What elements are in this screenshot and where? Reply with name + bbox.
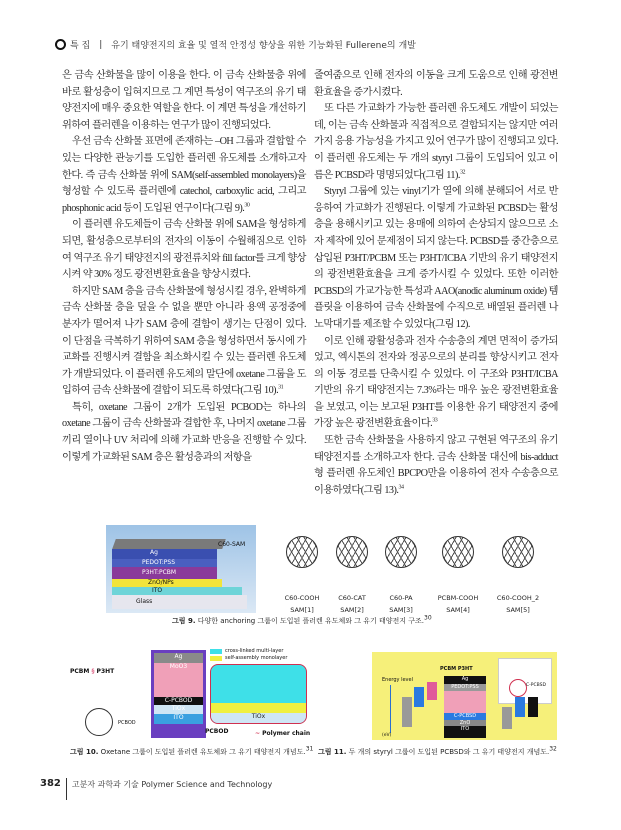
right-column <box>314 68 558 499</box>
figure-9-device <box>106 525 256 613</box>
molecule-sam2: C60-CAT SAM[2] <box>312 528 392 614</box>
page-number: 382 <box>40 778 67 800</box>
energy-axis-label: Energy level <box>382 677 413 683</box>
paragraph: 줄여줌으로 인해 전자의 이동을 크게 도움으로 인해 광전변환효율을 증가시켰다. <box>314 70 558 98</box>
figure-9-caption: 그림 9. 다양한 anchoring 그룹이 도입된 플러렌 유도체와 그 유기 태양전지 구조.$^{30}$ <box>172 614 432 625</box>
figure-11-caption: 그림 11. 두 개의 styryl 그룹이 도입된 PCBSD와 그 유기 태양전지 개념도.$^{32}$ <box>318 745 557 756</box>
layer-label: C-PCBOD <box>154 697 203 705</box>
legend-pcbm: PCBM <box>70 668 90 675</box>
header-section: 특 집 <box>70 41 91 51</box>
figure-10: PCBM § P3HT PCBOD Ag MoO3 C-PCBOD TiOx ITO cross-linked multi-layer self-assembly monolayer TiOx PCBOD ~ Polymer chain <box>70 648 311 737</box>
legend-p3ht: P3HT <box>96 668 115 675</box>
layer-label: P3HT:PCBM <box>142 569 177 576</box>
legend-crosslinked: cross-linked multi-layer <box>225 648 284 654</box>
substrate-label: TiOx <box>211 713 306 723</box>
figure-11 <box>372 652 557 740</box>
layer-label: Glass <box>136 598 153 605</box>
paragraph: 이로 인해 광활성층과 전자 수송층의 계면 면적이 증가되었고, 엑시톤의 전자와 정공으로의 분리를 향상시키고 전자의 이동 경로를 단축시킬 수 있었다. 이 구조와 P3HT/ICBA 기반의 유기 태양전지는 7.3%라는 매우 높은 광전변환효율을 보였고, 이는 보고된 P3HT를 이용한 유기 태양전지 중에 가장 높은 광전변환효율이다.$^{33}$ <box>314 335 558 430</box>
fullerene-icon <box>385 536 417 568</box>
layer-label: ITO <box>460 726 470 732</box>
fullerene-icon <box>85 708 113 736</box>
molecule-label: PCBOD <box>118 720 136 726</box>
layer-label: TiOx <box>154 705 203 714</box>
page-footer <box>40 778 272 800</box>
paragraph: 은 금속 산화물을 많이 이용을 한다. 이 금속 산화물층 위에 바로 활성층이 입혀지므로 그 계면 특성이 역구조의 유기 태양전지에 매우 중요한 역할을 한다. 이 계면 특성을 개선하기 위하여 플러렌을 이용하는 연구가 많이 진행되었다. <box>62 70 306 131</box>
fullerene-icon <box>509 679 527 697</box>
molecule-sam3: C60-PA SAM[3] <box>361 528 441 614</box>
paragraph: 하지만 SAM 층을 금속 산화물에 형성시킬 경우, 완벽하게 금속 산화물 층을 덮을 수 없을 뿐만 아니라 용액 공정중에 분자가 떨어져 나가 SAM 층에 결함이 생기는 단점이 있다. 이 단점을 극복하기 위하여 SAM 층을 형성하면서 동시에 가교화를 진행시켜 결함을 최소화시킬 수 있는 플러렌 유도체가 개발되었다. 이 플러렌 유도체의 말단에 oxetane 그룹을 도입하여 금속 산화물에 결합이 되도록 하였다(그림 10).$^{31}$ <box>62 285 306 397</box>
sam-label: C60-SAM <box>218 541 246 548</box>
layer-label: Ag <box>154 653 203 663</box>
legend-pcbod: PCBOD <box>205 728 229 735</box>
fullerene-icon <box>502 536 534 568</box>
header-title: 유기 태양전지의 효율 및 열적 안정성 향상을 위한 기능화된 Fullerene의 개발 <box>111 41 416 51</box>
legend-p3ht: P3HT <box>457 666 473 672</box>
layer-label: ITO <box>154 714 203 724</box>
layer-label: PEDOT:PSS <box>142 559 176 566</box>
molecule-sam1: C60-COOH SAM[1] <box>262 528 342 614</box>
energy-unit: (eV) <box>382 733 392 738</box>
bullet-icon <box>55 39 66 50</box>
legend-polymer-chain: Polymer chain <box>262 730 311 737</box>
paragraph: 우선 금속 산화물 표면에 존재하는 –OH 그룹과 결합할 수 있는 다양한 관능기를 도입한 플러렌 유도체를 소개하고자 한다. 즉 금속 산화물 위에 SAM(self-assembled monolayers)을 형성할 수 있도록 플러렌에 catechol, carboxylic acid, 그리고 phosphonic acid 등이 도입된 연구이다(그림 9).$^{30}$ <box>62 136 306 214</box>
molecule-sam5: C60-COOH_2 SAM[5] <box>478 528 558 614</box>
layer-label: Ag <box>150 549 158 556</box>
molecule-sam4: PCBM-COOH SAM[4] <box>418 528 498 614</box>
layer-label: ZnO <box>444 720 486 726</box>
paragraph: 또한 금속 산화물을 사용하지 않고 구현된 역구조의 유기 태양전지를 소개하고자 한다. 금속 산화물 대신에 bis-adduct형 플러렌 유도체인 BPCPO만을 이용하여 전자 수송층으로 이용하였다(그림 13).$^{34}$ <box>314 435 558 496</box>
running-header <box>55 38 416 51</box>
paragraph: Styryl 그룹에 있는 vinyl기가 열에 의해 분해되어 서로 반응하여 가교화가 진행된다. 이렇게 가교화된 PCBSD는 활성층을 용해시키고 있는 용매에 의하여 손상되지 않으므로 소자 제작에 있어 문제점이 되지 않는다. PCBSD를 중간층으로 삽입된 P3HT/PCBM 또는 P3HT/ICBA 기반의 유기 태양전지의 광전변환효율을 크게 증가시킬 수 있었다. 또한 이러한 PCBSD의 가교가능한 특성과 AAO(anodic aluminum oxide) 템플릿을 이용하여 금속 산화물에 수직으로 배열된 플러렌 나노막대기를 제조할 수 있었다(그림 12). <box>314 186 558 330</box>
header-separator: | <box>99 39 103 50</box>
journal-name: 고분자 과학과 기술 Polymer Science and Technology <box>71 780 273 789</box>
legend-pcbm: PCBM <box>440 666 457 672</box>
layer-label: MoO3 <box>154 663 203 697</box>
paragraph: 또 다른 가교화가 가능한 플러렌 유도체도 개발이 되었는데, 이는 금속 산화물과 직접적으로 결합되지는 않지만 여러 가지 응용 가능성을 가지고 있어 연구가 많이 진행되고 있다. 이 플러렌 유도체는 두 개의 styryl 그룹이 도입되어 있고 이름은 PCBSD라 명명되었다(그림 11).$^{32}$ <box>314 103 558 181</box>
layer-label: ITO <box>152 587 163 594</box>
paragraph: 이 플러렌 유도체들이 금속 산화물 위에 SAM을 형성하게 되면, 활성층으로부터의 전자의 이동이 수월해짐으로 인하여 역구조 유기 태양전지의 광전류치와 fill factor를 크게 향상시켜 약 30% 정도 광전변환효율을 향상시켰다. <box>62 219 306 281</box>
figure-10-caption: 그림 10. Oxetane 그룹이 도입된 플러렌 유도체와 그 유기 태양전지 개념도.$^{31}$ <box>70 745 314 756</box>
molecule-label: C-PCBSD <box>526 683 546 688</box>
legend-sam: self-assembly monolayer <box>225 655 288 661</box>
layer-label: ZnO/NPs <box>148 579 174 586</box>
fullerene-icon <box>442 536 474 568</box>
layer-label: PEDOT:PSS <box>444 684 486 691</box>
legend-p3ht-icon: § <box>91 668 95 675</box>
layer-label: Ag <box>461 676 469 682</box>
layer-label: C-PCBSD <box>444 713 486 720</box>
left-column <box>62 68 306 466</box>
paragraph: 특히, oxetane 그룹이 2개가 도입된 PCBOD는 하나의 oxetane 그룹이 금속 산화물과 결합한 후, 나머지 oxetane 그룹끼리 열이나 UV 처리에 의해 가교화 반응을 진행할 수 있다. 이렇게 가교화된 SAM 층은 활성층과의 저항을 <box>62 401 306 463</box>
